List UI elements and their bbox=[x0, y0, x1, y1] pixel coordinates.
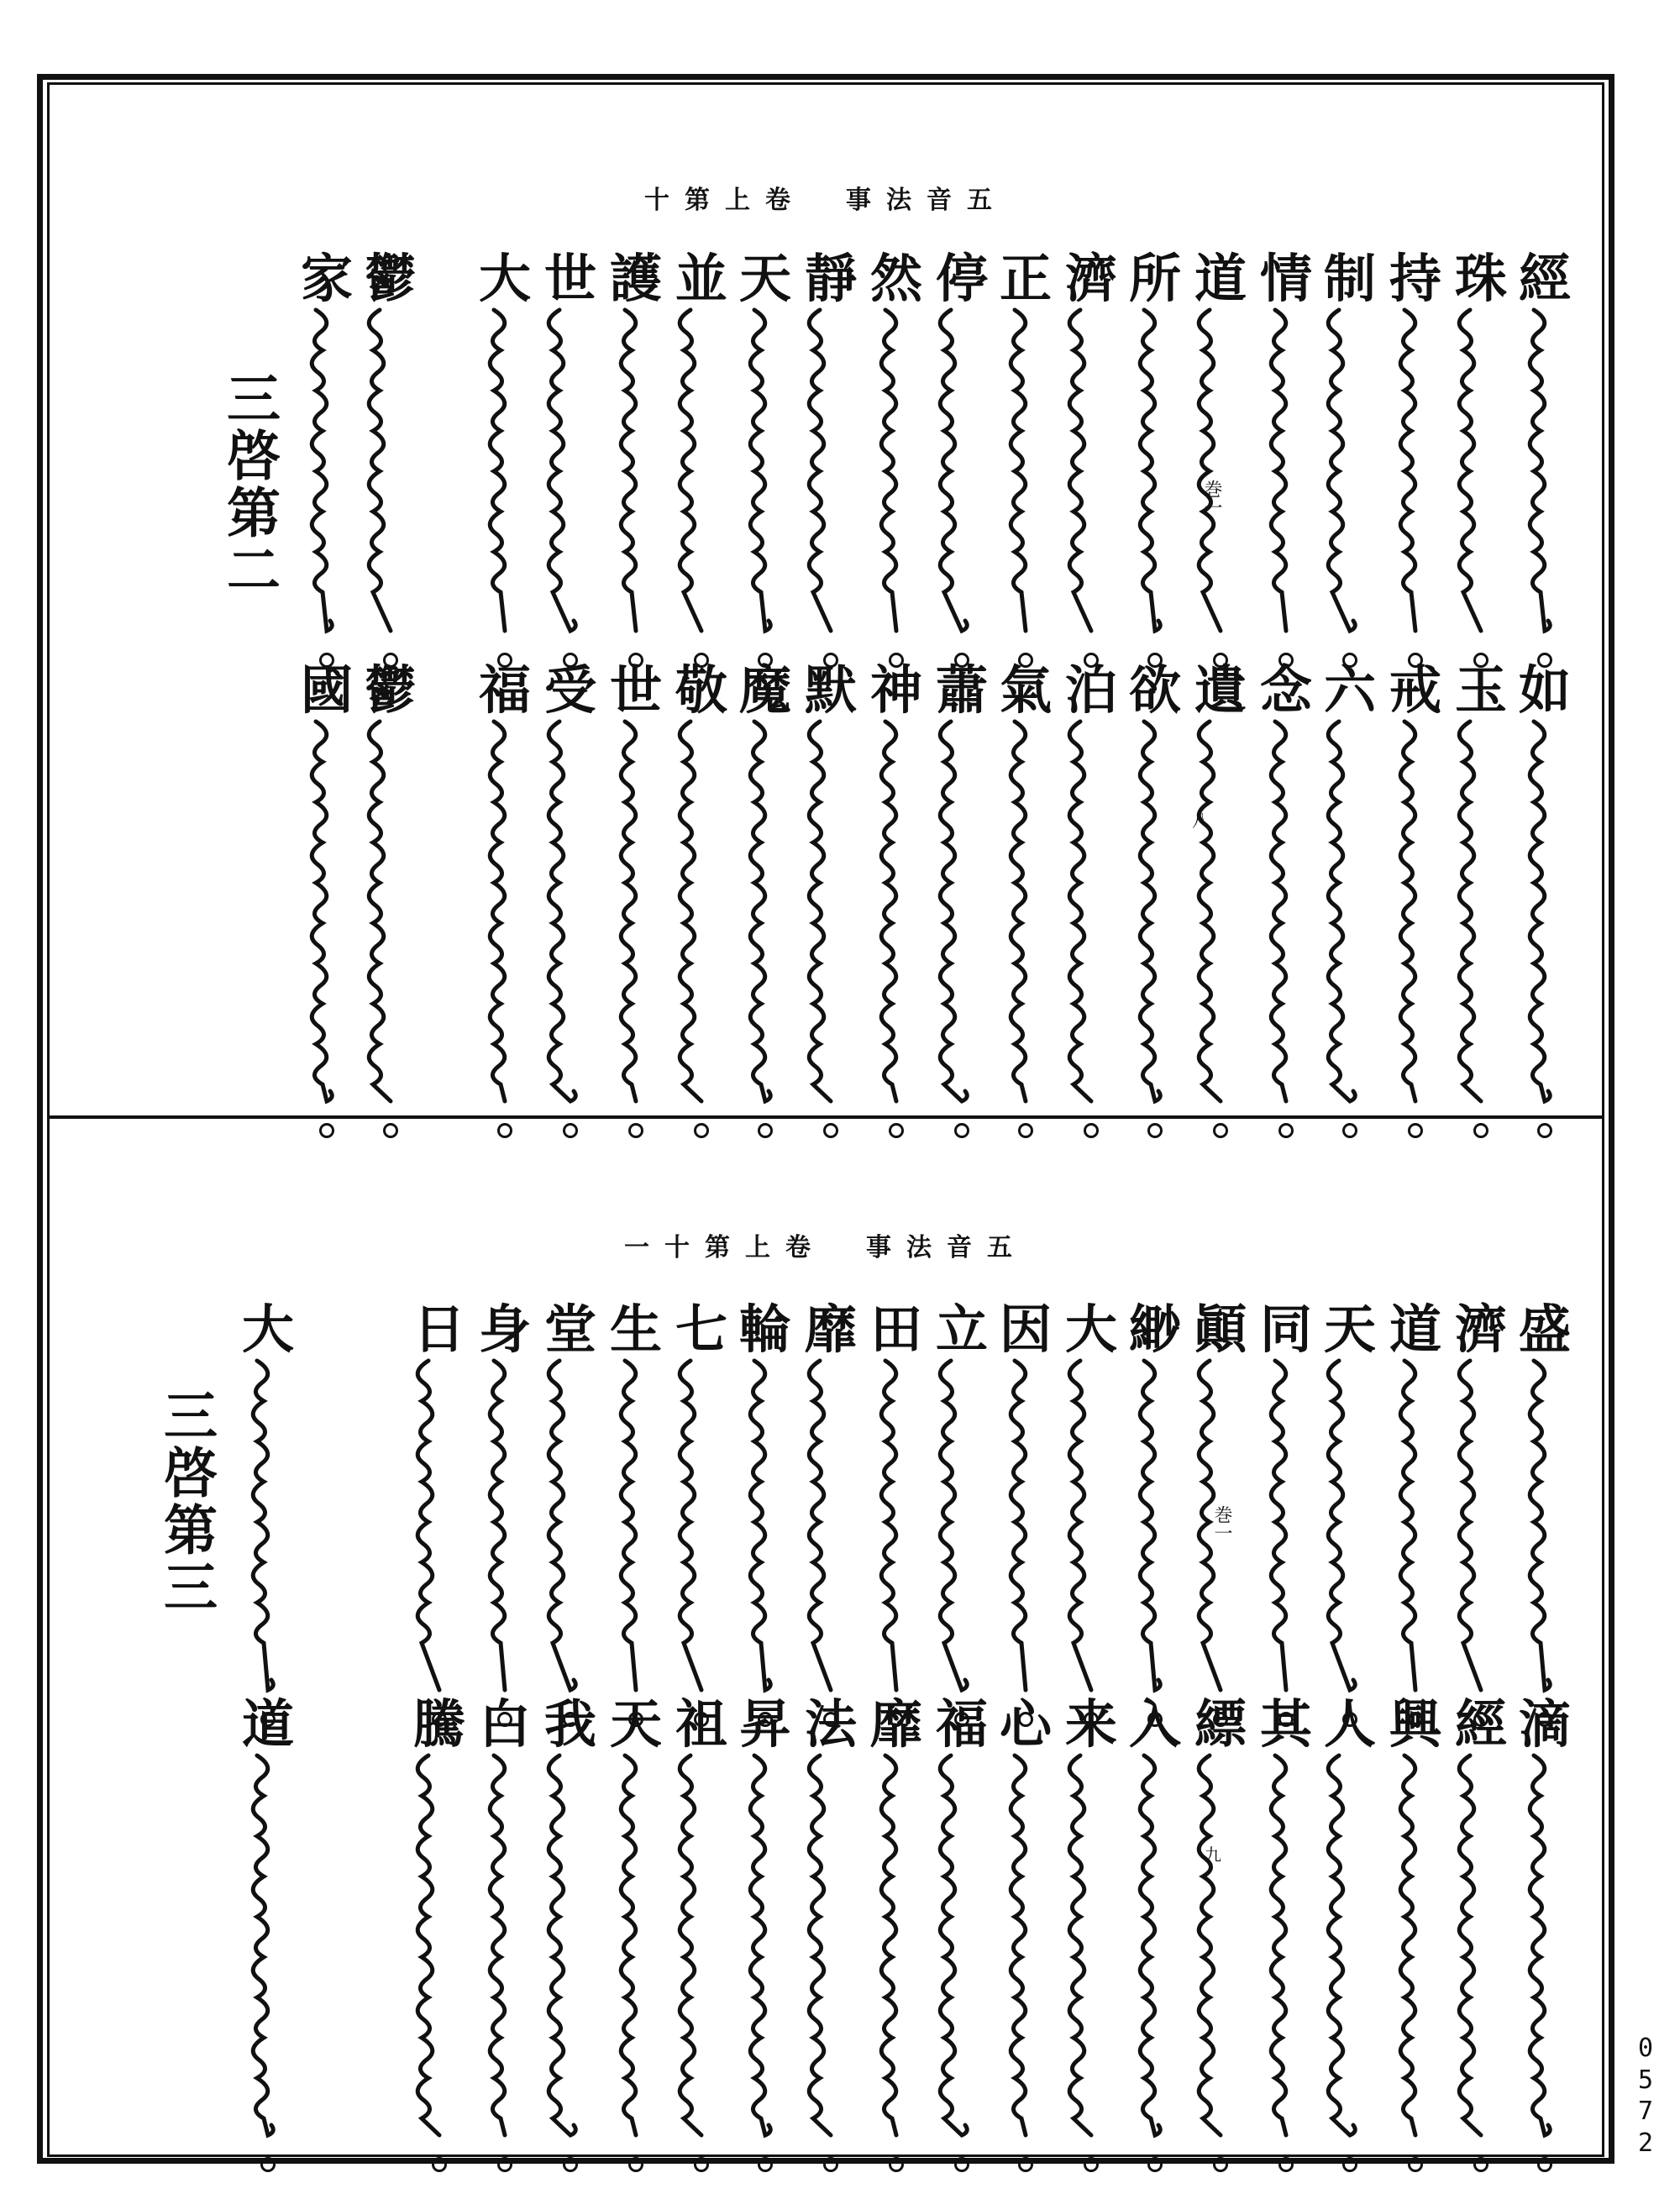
head-character: 生 bbox=[610, 1299, 663, 1360]
top-upper-column bbox=[1194, 248, 1247, 668]
neume-melisma bbox=[610, 1750, 662, 2154]
neume-melisma bbox=[1455, 1750, 1507, 2154]
head-character: 並 bbox=[675, 248, 728, 309]
head-character: 興 bbox=[1389, 1693, 1442, 1755]
head-character: 其 bbox=[1260, 1693, 1313, 1755]
head-character: 白 bbox=[479, 1693, 532, 1755]
end-circle-mark bbox=[758, 2157, 773, 2172]
top-section-title: 三啓第二 bbox=[218, 370, 281, 599]
bottom-upper-column bbox=[805, 1299, 858, 1727]
bottom-upper-column bbox=[1455, 1299, 1508, 1727]
top-lower-column bbox=[1389, 659, 1442, 1138]
head-character: 正 bbox=[1000, 248, 1053, 309]
neume-melisma bbox=[544, 716, 596, 1120]
head-character: 如 bbox=[1519, 659, 1572, 721]
head-character: 然 bbox=[870, 248, 923, 309]
head-character: 騰 bbox=[413, 1693, 466, 1755]
neume-melisma bbox=[1519, 716, 1571, 1120]
bottom-lower-column bbox=[675, 1693, 728, 2172]
head-character: 護 bbox=[610, 248, 663, 309]
neume-melisma bbox=[242, 1750, 294, 2154]
top-page bbox=[50, 85, 1602, 1115]
neume-melisma bbox=[1324, 1750, 1376, 2154]
end-circle-mark bbox=[1278, 2157, 1294, 2172]
top-upper-column bbox=[1065, 248, 1118, 668]
top-volume-mark: 巻一 bbox=[1201, 480, 1222, 517]
neume-melisma bbox=[610, 1356, 662, 1708]
end-circle-mark bbox=[1147, 2157, 1163, 2172]
neume-melisma bbox=[1260, 1356, 1312, 1708]
neume-melisma bbox=[301, 716, 353, 1120]
neume-melisma bbox=[870, 1356, 922, 1708]
head-character: 立 bbox=[936, 1299, 989, 1360]
head-character: 入 bbox=[1129, 1693, 1182, 1755]
head-character: 鬱 bbox=[365, 248, 417, 309]
bottom-lower-column bbox=[479, 1693, 532, 2172]
head-character: 遺 bbox=[1194, 659, 1247, 721]
neume-melisma bbox=[1194, 1356, 1247, 1708]
head-character: 制 bbox=[1324, 248, 1377, 309]
neume-melisma bbox=[365, 305, 417, 649]
bottom-lower-column bbox=[413, 1693, 466, 2172]
head-character: 堂 bbox=[544, 1299, 597, 1360]
bottom-upper-column bbox=[610, 1299, 663, 1727]
bottom-row-mark: 九 bbox=[1205, 1845, 1221, 1865]
neume-melisma bbox=[675, 1750, 727, 2154]
head-character: 身 bbox=[479, 1299, 532, 1360]
head-character: 情 bbox=[1260, 248, 1313, 309]
top-upper-column bbox=[301, 248, 354, 668]
head-character: 滴 bbox=[1519, 1693, 1572, 1755]
bottom-lower-column bbox=[610, 1693, 663, 2172]
neume-melisma bbox=[1129, 716, 1181, 1120]
bottom-upper-column bbox=[1389, 1299, 1442, 1727]
bottom-upper-column bbox=[1519, 1299, 1572, 1727]
head-character: 玉 bbox=[1455, 659, 1508, 721]
bottom-lower-column bbox=[242, 1693, 295, 2172]
top-upper-column bbox=[870, 248, 923, 668]
top-upper-column bbox=[610, 248, 663, 668]
head-character: 福 bbox=[479, 659, 532, 721]
neume-melisma bbox=[805, 1750, 857, 2154]
neume-melisma bbox=[544, 1356, 596, 1708]
end-circle-mark bbox=[889, 2157, 904, 2172]
head-character: 受 bbox=[544, 659, 597, 721]
bottom-upper-column bbox=[544, 1299, 597, 1727]
top-lower-column bbox=[1000, 659, 1053, 1138]
top-lower-column bbox=[805, 659, 858, 1138]
top-lower-column bbox=[739, 659, 792, 1138]
bottom-upper-column bbox=[1194, 1299, 1247, 1727]
bottom-upper-column bbox=[675, 1299, 728, 1727]
head-character: 日 bbox=[413, 1299, 466, 1360]
head-character: 顚 bbox=[1194, 1299, 1247, 1360]
neume-melisma bbox=[610, 716, 662, 1120]
head-character: 六 bbox=[1324, 659, 1377, 721]
neume-melisma bbox=[936, 1750, 988, 2154]
top-upper-column bbox=[479, 248, 532, 668]
top-lower-column bbox=[301, 659, 354, 1138]
neume-melisma bbox=[936, 716, 988, 1120]
neume-melisma bbox=[1389, 305, 1441, 649]
head-character: 盛 bbox=[1519, 1299, 1572, 1360]
head-character: 法 bbox=[805, 1693, 858, 1755]
bottom-lower-column bbox=[1389, 1693, 1442, 2172]
top-lower-column bbox=[1129, 659, 1182, 1138]
neume-melisma bbox=[1000, 305, 1052, 649]
head-character: 家 bbox=[301, 248, 354, 309]
head-character: 田 bbox=[870, 1299, 923, 1360]
neume-melisma bbox=[413, 1750, 465, 2154]
top-upper-column bbox=[805, 248, 858, 668]
bottom-upper-column bbox=[1000, 1299, 1053, 1727]
neume-melisma bbox=[1129, 305, 1181, 649]
bottom-lower-column bbox=[1519, 1693, 1572, 2172]
neume-melisma bbox=[479, 1750, 531, 2154]
head-character: 大 bbox=[1065, 1299, 1118, 1360]
top-upper-column bbox=[1389, 248, 1442, 668]
head-character: 默 bbox=[805, 659, 858, 721]
head-character: 大 bbox=[479, 248, 532, 309]
bottom-lower-column bbox=[936, 1693, 989, 2172]
neume-melisma bbox=[1260, 305, 1312, 649]
head-character: 七 bbox=[675, 1299, 728, 1360]
bottom-upper-column bbox=[479, 1299, 532, 1727]
bottom-upper-column bbox=[1260, 1299, 1313, 1727]
bottom-lower-column bbox=[1194, 1693, 1247, 2172]
head-character: 福 bbox=[936, 1693, 989, 1755]
neume-melisma bbox=[413, 1356, 465, 1708]
top-lower-column bbox=[1324, 659, 1377, 1138]
top-upper-column bbox=[1455, 248, 1508, 668]
head-character: 我 bbox=[544, 1693, 597, 1755]
top-lower-column bbox=[610, 659, 663, 1138]
bottom-upper-column bbox=[1129, 1299, 1182, 1727]
head-character: 敬 bbox=[675, 659, 728, 721]
head-character: 經 bbox=[1519, 248, 1572, 309]
neume-melisma bbox=[1000, 716, 1052, 1120]
bottom-upper-column bbox=[1065, 1299, 1118, 1727]
neume-melisma bbox=[1000, 1750, 1052, 2154]
bottom-upper-column bbox=[739, 1299, 792, 1727]
top-upper-column bbox=[544, 248, 597, 668]
neume-melisma bbox=[739, 716, 791, 1120]
neume-melisma bbox=[675, 1356, 727, 1708]
neume-melisma bbox=[479, 305, 531, 649]
bottom-lower-column bbox=[1129, 1693, 1182, 2172]
neume-melisma bbox=[1324, 305, 1376, 649]
top-upper-column bbox=[1324, 248, 1377, 668]
head-character: 輪 bbox=[739, 1299, 792, 1360]
end-circle-mark bbox=[497, 2157, 512, 2172]
top-lower-column bbox=[870, 659, 923, 1138]
neume-melisma bbox=[479, 716, 531, 1120]
head-character: 世 bbox=[544, 248, 597, 309]
neume-melisma bbox=[1000, 1356, 1052, 1708]
head-character: 魔 bbox=[739, 659, 792, 721]
page-number: 0 5 7 2 bbox=[1637, 2034, 1654, 2158]
bottom-upper-column bbox=[413, 1299, 466, 1727]
end-circle-mark bbox=[1408, 2157, 1423, 2172]
head-character: 欲 bbox=[1129, 659, 1182, 721]
neume-melisma bbox=[544, 305, 596, 649]
bottom-volume-mark: 巻一 bbox=[1211, 1505, 1232, 1542]
head-character: 氣 bbox=[1000, 659, 1053, 721]
neume-melisma bbox=[365, 716, 417, 1120]
neume-melisma bbox=[805, 1356, 857, 1708]
end-circle-mark bbox=[823, 2157, 838, 2172]
neume-melisma bbox=[1519, 1356, 1571, 1708]
top-upper-column bbox=[365, 248, 417, 668]
head-character: 同 bbox=[1260, 1299, 1313, 1360]
top-upper-column bbox=[1260, 248, 1313, 668]
neume-melisma bbox=[1455, 305, 1507, 649]
neume-melisma bbox=[242, 1356, 294, 1708]
head-character: 國 bbox=[301, 659, 354, 721]
end-circle-mark bbox=[1213, 2157, 1228, 2172]
head-character: 濟 bbox=[1455, 1299, 1508, 1360]
top-upper-column bbox=[1000, 248, 1053, 668]
neume-melisma bbox=[1194, 1750, 1247, 2154]
top-lower-column bbox=[936, 659, 989, 1138]
top-lower-column bbox=[544, 659, 597, 1138]
bottom-lower-column bbox=[1324, 1693, 1377, 2172]
neume-melisma bbox=[1065, 1356, 1117, 1708]
end-circle-mark bbox=[628, 2157, 643, 2172]
head-character: 祖 bbox=[675, 1693, 728, 1755]
neume-melisma bbox=[1065, 1750, 1117, 2154]
head-character: 經 bbox=[1455, 1693, 1508, 1755]
neume-melisma bbox=[1129, 1356, 1181, 1708]
neume-melisma bbox=[805, 716, 857, 1120]
neume-melisma bbox=[1065, 305, 1117, 649]
end-circle-mark bbox=[1342, 2157, 1357, 2172]
neume-melisma bbox=[739, 1356, 791, 1708]
head-character: 鬱 bbox=[365, 659, 417, 721]
neume-melisma bbox=[739, 1750, 791, 2154]
head-character: 天 bbox=[739, 248, 792, 309]
bottom-running-header: 一十第上卷 事法音五 bbox=[624, 1233, 1027, 1262]
head-character: 念 bbox=[1260, 659, 1313, 721]
head-character: 大 bbox=[242, 1299, 295, 1360]
bottom-lower-column bbox=[1065, 1693, 1118, 2172]
head-character: 心 bbox=[1000, 1693, 1053, 1755]
bottom-lower-column bbox=[1000, 1693, 1053, 2172]
head-character: 世 bbox=[610, 659, 663, 721]
bottom-page bbox=[50, 1119, 1602, 2154]
head-character: 道 bbox=[1194, 248, 1247, 309]
top-lower-column bbox=[1065, 659, 1118, 1138]
neume-melisma bbox=[936, 1356, 988, 1708]
head-character: 道 bbox=[1389, 1299, 1442, 1360]
top-lower-column bbox=[675, 659, 728, 1138]
end-circle-mark bbox=[1537, 2157, 1552, 2172]
neume-melisma bbox=[675, 305, 727, 649]
neume-melisma bbox=[301, 305, 353, 649]
top-lower-column bbox=[479, 659, 532, 1138]
end-circle-mark bbox=[563, 2157, 578, 2172]
head-character: 天 bbox=[610, 1693, 663, 1755]
bottom-lower-column bbox=[739, 1693, 792, 2172]
neume-melisma bbox=[1260, 716, 1312, 1120]
head-character: 縹 bbox=[1194, 1693, 1247, 1755]
end-circle-mark bbox=[1473, 2157, 1488, 2172]
top-lower-column bbox=[1260, 659, 1313, 1138]
neume-melisma bbox=[870, 716, 922, 1120]
neume-melisma bbox=[1065, 716, 1117, 1120]
head-character: 人 bbox=[1324, 1693, 1377, 1755]
head-character: 因 bbox=[1000, 1299, 1053, 1360]
neume-melisma bbox=[1519, 305, 1571, 649]
top-upper-column bbox=[1519, 248, 1572, 668]
head-character: 神 bbox=[870, 659, 923, 721]
bottom-lower-column bbox=[544, 1693, 597, 2172]
top-lower-column bbox=[365, 659, 417, 1138]
head-character: 道 bbox=[242, 1693, 295, 1755]
neume-melisma bbox=[870, 1750, 922, 2154]
neume-melisma bbox=[1389, 1750, 1441, 2154]
neume-melisma bbox=[739, 305, 791, 649]
top-running-header: 十第上卷 事法音五 bbox=[644, 186, 1007, 215]
top-upper-column bbox=[675, 248, 728, 668]
neume-melisma bbox=[1389, 1356, 1441, 1708]
neume-melisma bbox=[936, 305, 988, 649]
neume-melisma bbox=[1455, 716, 1507, 1120]
end-circle-mark bbox=[1018, 2157, 1033, 2172]
neume-melisma bbox=[1519, 1750, 1571, 2154]
head-character: 昇 bbox=[739, 1693, 792, 1755]
neume-melisma bbox=[805, 305, 857, 649]
head-character: 所 bbox=[1129, 248, 1182, 309]
head-character: 靜 bbox=[805, 248, 858, 309]
top-lower-column bbox=[1519, 659, 1572, 1138]
end-circle-mark bbox=[954, 2157, 969, 2172]
head-character: 珠 bbox=[1455, 248, 1508, 309]
neume-melisma bbox=[1129, 1750, 1181, 2154]
end-circle-mark bbox=[694, 2157, 709, 2172]
head-character: 戒 bbox=[1389, 659, 1442, 721]
top-lower-column bbox=[1455, 659, 1508, 1138]
head-character: 来 bbox=[1065, 1693, 1118, 1755]
top-upper-column bbox=[1129, 248, 1182, 668]
neume-melisma bbox=[1389, 716, 1441, 1120]
neume-melisma bbox=[1260, 1750, 1312, 2154]
bottom-lower-column bbox=[805, 1693, 858, 2172]
head-character: 停 bbox=[936, 248, 989, 309]
top-lower-column bbox=[1194, 659, 1247, 1138]
bottom-lower-column bbox=[1260, 1693, 1313, 2172]
top-upper-column bbox=[739, 248, 792, 668]
end-circle-mark bbox=[260, 2157, 276, 2172]
head-character: 靡 bbox=[805, 1299, 858, 1360]
top-upper-column bbox=[936, 248, 989, 668]
neume-melisma bbox=[1194, 716, 1247, 1120]
head-character: 持 bbox=[1389, 248, 1442, 309]
neume-melisma bbox=[870, 305, 922, 649]
bottom-upper-column bbox=[242, 1299, 295, 1727]
end-circle-mark bbox=[432, 2157, 447, 2172]
neume-melisma bbox=[1324, 1356, 1376, 1708]
head-character: 緲 bbox=[1129, 1299, 1182, 1360]
head-character: 靡 bbox=[870, 1693, 923, 1755]
head-character: 泊 bbox=[1065, 659, 1118, 721]
bottom-upper-column bbox=[870, 1299, 923, 1727]
top-row-mark: 八 bbox=[1192, 811, 1209, 831]
neume-melisma bbox=[1455, 1356, 1507, 1708]
neume-melisma bbox=[675, 716, 727, 1120]
bottom-upper-column bbox=[936, 1299, 989, 1727]
neume-melisma bbox=[1324, 716, 1376, 1120]
head-character: 濟 bbox=[1065, 248, 1118, 309]
head-character: 蕭 bbox=[936, 659, 989, 721]
bottom-lower-column bbox=[1455, 1693, 1508, 2172]
neume-melisma bbox=[610, 305, 662, 649]
bottom-upper-column bbox=[1324, 1299, 1377, 1727]
bottom-lower-column bbox=[870, 1693, 923, 2172]
end-circle-mark bbox=[1084, 2157, 1099, 2172]
bottom-section-title: 三啓第三 bbox=[155, 1388, 218, 1616]
neume-melisma bbox=[1194, 305, 1247, 649]
head-character: 天 bbox=[1324, 1299, 1377, 1360]
neume-melisma bbox=[544, 1750, 596, 2154]
neume-melisma bbox=[479, 1356, 531, 1708]
